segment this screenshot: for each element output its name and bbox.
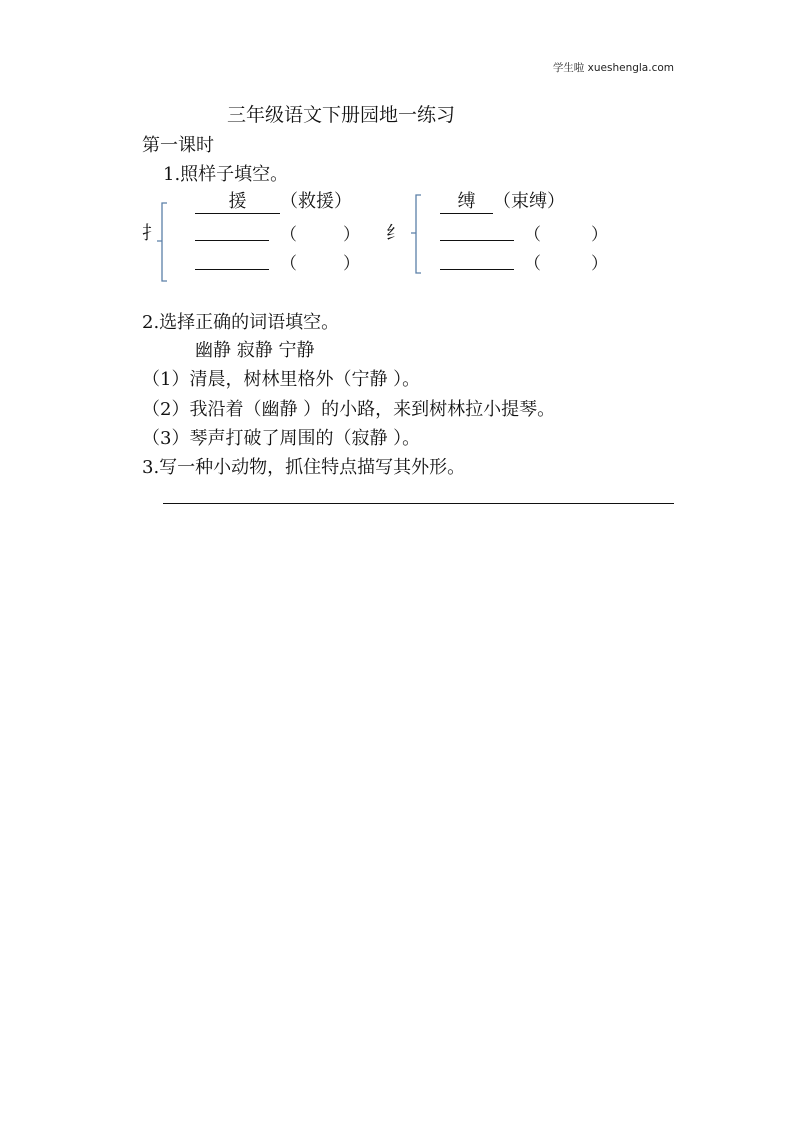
- page-title: 三年级语文下册园地一练习: [227, 104, 456, 126]
- paren-open-1b: （: [280, 254, 297, 274]
- example-row-1: [195, 187, 352, 214]
- brace-left-2: [409, 194, 423, 274]
- paren-close-2b: ）: [591, 254, 608, 274]
- example-word-2: （束缚）: [493, 191, 565, 212]
- q1-prompt: 1.照样子填空。: [163, 164, 289, 185]
- q2-item-2: （2）我沿着（幽静 ）的小路，来到树林拉小提琴。: [142, 399, 556, 420]
- q2-item-1: （1）清晨，树林里格外（宁静 ）。: [142, 369, 421, 390]
- example-char-2: 缚: [440, 187, 493, 214]
- example-row-2: [440, 187, 565, 214]
- paren-close-1b: ）: [343, 254, 360, 274]
- radical-hand: 扌: [142, 223, 160, 244]
- q2-prompt: 2.选择正确的词语填空。: [142, 312, 340, 333]
- example-word-1: （救援）: [280, 191, 352, 212]
- q2-options: 幽静 寂静 宁静: [195, 340, 315, 361]
- paren-close-1a: ）: [343, 225, 360, 245]
- q3-answer-line[interactable]: [163, 503, 674, 504]
- blank-1b[interactable]: [195, 269, 269, 270]
- blank-1a[interactable]: [195, 240, 269, 241]
- paren-close-2a: ）: [591, 225, 608, 245]
- paren-open-1a: （: [280, 225, 297, 245]
- blank-2b[interactable]: [440, 269, 514, 270]
- paren-open-2a: （: [524, 225, 541, 245]
- paren-open-2b: （: [524, 254, 541, 274]
- brace-left-1: [155, 202, 169, 282]
- lesson-heading: 第一课时: [142, 135, 214, 156]
- q2-item-3: （3）琴声打破了周围的（寂静 ）。: [142, 428, 421, 449]
- example-char-1: 援: [195, 187, 280, 214]
- blank-2a[interactable]: [440, 240, 514, 241]
- watermark: 学生啦 xueshengla.com: [552, 62, 674, 74]
- q3-prompt: 3.写一种小动物，抓住特点描写其外形。: [142, 457, 466, 478]
- radical-silk: 纟: [386, 223, 404, 244]
